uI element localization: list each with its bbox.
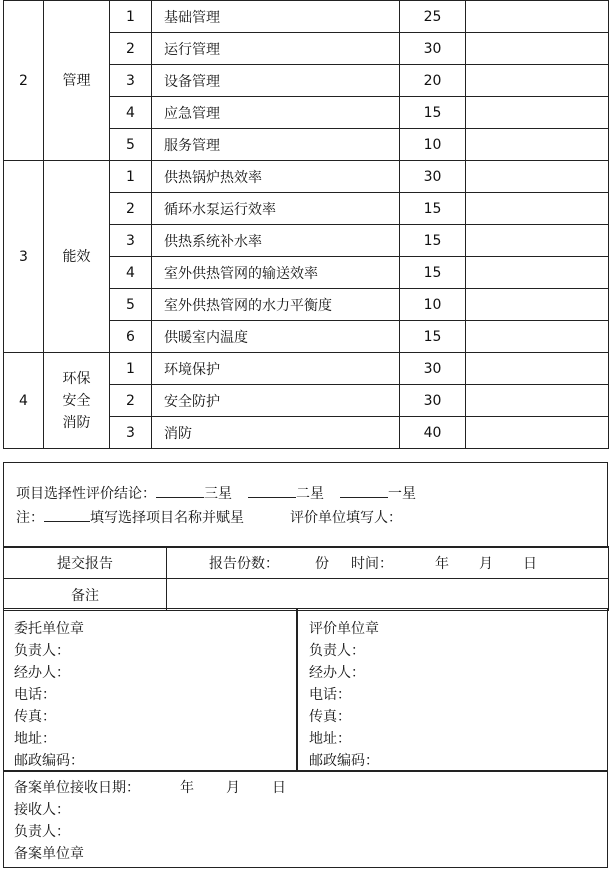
rating-cell[interactable] xyxy=(466,417,609,449)
filing-year: 年 xyxy=(180,780,194,796)
client-info-line: 负责人： xyxy=(14,643,70,659)
time-label: 时间： xyxy=(351,555,393,572)
one-star-blank[interactable] xyxy=(340,483,388,498)
submit-report-label: 提交报告 xyxy=(4,547,167,579)
item-name: 供暖室内温度 xyxy=(152,321,400,353)
rating-cell[interactable] xyxy=(466,289,609,321)
assessor-info-line: 地址： xyxy=(309,731,351,747)
item-name: 消防 xyxy=(152,417,400,449)
note-line xyxy=(16,507,402,529)
group-number: 2 xyxy=(4,1,44,161)
item-number: 4 xyxy=(110,257,152,289)
item-name: 供热系统补水率 xyxy=(152,225,400,257)
rating-cell[interactable] xyxy=(466,65,609,97)
day-label: 日 xyxy=(523,555,537,572)
item-number: 1 xyxy=(110,161,152,193)
item-number: 2 xyxy=(110,33,152,65)
filing-leader: 负责人： xyxy=(14,824,70,840)
filing-receiver: 接收人： xyxy=(14,802,70,818)
item-number: 2 xyxy=(110,385,152,417)
filing-section xyxy=(3,770,608,868)
rating-cell[interactable] xyxy=(466,353,609,385)
rating-cell[interactable] xyxy=(466,1,609,33)
group-number: 3 xyxy=(4,161,44,353)
table-row xyxy=(4,161,609,193)
rating-cell[interactable] xyxy=(466,193,609,225)
assessor-info-line: 传真： xyxy=(309,709,351,725)
conclusion-line xyxy=(16,483,416,505)
item-name: 基础管理 xyxy=(152,1,400,33)
rating-cell[interactable] xyxy=(466,225,609,257)
item-number: 6 xyxy=(110,321,152,353)
two-star-blank[interactable] xyxy=(248,483,296,498)
submit-table xyxy=(3,546,609,611)
client-info-line: 邮政编码： xyxy=(14,753,84,769)
item-score: 30 xyxy=(400,161,466,193)
submit-details xyxy=(167,547,609,579)
group-number: 4 xyxy=(4,353,44,449)
item-score: 10 xyxy=(400,129,466,161)
remark-field[interactable] xyxy=(167,579,609,611)
client-info-line: 经办人： xyxy=(14,665,70,681)
note-blank[interactable] xyxy=(44,507,90,522)
item-number: 1 xyxy=(110,353,152,385)
rating-cell[interactable] xyxy=(466,97,609,129)
item-score: 10 xyxy=(400,289,466,321)
item-score: 30 xyxy=(400,33,466,65)
item-score: 15 xyxy=(400,321,466,353)
two-star-label: 二星 xyxy=(296,486,324,502)
item-number: 3 xyxy=(110,417,152,449)
item-name: 循环水泵运行效率 xyxy=(152,193,400,225)
client-seal-section xyxy=(3,608,298,772)
item-score: 25 xyxy=(400,1,466,33)
item-name: 应急管理 xyxy=(152,97,400,129)
filing-seal: 备案单位章 xyxy=(14,846,84,862)
item-name: 安全防护 xyxy=(152,385,400,417)
rating-cell[interactable] xyxy=(466,129,609,161)
assessor-info-line: 负责人： xyxy=(309,643,365,659)
three-star-blank[interactable] xyxy=(156,483,204,498)
evaluation-items-table xyxy=(3,0,609,449)
item-name: 室外供热管网的水力平衡度 xyxy=(152,289,400,321)
filing-day: 日 xyxy=(272,780,286,796)
group-name-line: 环保 xyxy=(62,370,91,387)
item-score: 15 xyxy=(400,257,466,289)
filing-date-label: 备案单位接收日期： xyxy=(14,780,140,796)
note-label: 注： xyxy=(16,510,44,526)
item-name: 室外供热管网的输送效率 xyxy=(152,257,400,289)
item-number: 5 xyxy=(110,289,152,321)
evaluation-form xyxy=(3,0,608,868)
rating-cell[interactable] xyxy=(466,321,609,353)
filing-month: 月 xyxy=(226,780,240,796)
assessor-info-line: 经办人： xyxy=(309,665,365,681)
item-number: 3 xyxy=(110,225,152,257)
evaluator-label: 评价单位填写人： xyxy=(290,510,402,526)
assessor-seal-title: 评价单位章 xyxy=(309,621,379,637)
table-row xyxy=(4,353,609,385)
group-name-line: 安全 xyxy=(62,392,91,409)
item-name: 环境保护 xyxy=(152,353,400,385)
rating-cell[interactable] xyxy=(466,385,609,417)
assessor-seal-section xyxy=(296,608,608,772)
filing-date-line xyxy=(14,777,286,799)
conclusion-label: 项目选择性评价结论： xyxy=(16,486,156,502)
item-score: 40 xyxy=(400,417,466,449)
item-number: 4 xyxy=(110,97,152,129)
item-number: 3 xyxy=(110,65,152,97)
client-info-line: 电话： xyxy=(14,687,56,703)
table-row xyxy=(4,1,609,33)
client-info-line: 传真： xyxy=(14,709,56,725)
item-number: 1 xyxy=(110,1,152,33)
item-score: 30 xyxy=(400,353,466,385)
rating-cell[interactable] xyxy=(466,257,609,289)
item-name: 设备管理 xyxy=(152,65,400,97)
year-label: 年 xyxy=(435,555,449,572)
item-score: 20 xyxy=(400,65,466,97)
month-label: 月 xyxy=(479,555,493,572)
conclusion-section xyxy=(3,462,608,548)
group-name: 管理 xyxy=(44,1,110,161)
item-score: 15 xyxy=(400,225,466,257)
item-number: 2 xyxy=(110,193,152,225)
client-seal-title: 委托单位章 xyxy=(14,621,84,637)
one-star-label: 一星 xyxy=(388,486,416,502)
remark-label: 备注 xyxy=(4,579,167,611)
rating-cell[interactable] xyxy=(466,161,609,193)
copies-unit: 份 xyxy=(315,555,329,572)
client-info-line: 地址： xyxy=(14,731,56,747)
item-score: 15 xyxy=(400,193,466,225)
item-name: 供热锅炉热效率 xyxy=(152,161,400,193)
item-number: 5 xyxy=(110,129,152,161)
rating-cell[interactable] xyxy=(466,33,609,65)
copies-label: 报告份数： xyxy=(209,555,279,572)
note-text: 填写选择项目名称并赋星 xyxy=(90,510,244,526)
assessor-info-line: 邮政编码： xyxy=(309,753,379,769)
group-name: 能效 xyxy=(44,161,110,353)
item-name: 运行管理 xyxy=(152,33,400,65)
item-score: 30 xyxy=(400,385,466,417)
three-star-label: 三星 xyxy=(204,486,232,502)
item-score: 15 xyxy=(400,97,466,129)
group-name-line: 消防 xyxy=(62,414,91,431)
group-name xyxy=(44,353,110,449)
item-name: 服务管理 xyxy=(152,129,400,161)
assessor-info-line: 电话： xyxy=(309,687,351,703)
